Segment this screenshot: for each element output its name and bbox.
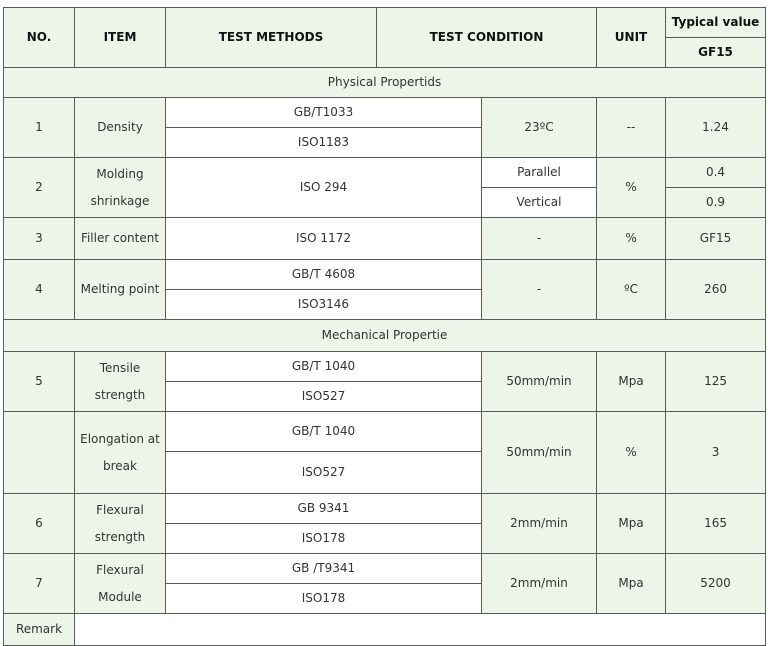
row-method: ISO178 xyxy=(166,584,482,614)
row-unit: % xyxy=(597,158,666,218)
row-method: GB/T1033 xyxy=(166,98,482,128)
row-item: Density xyxy=(75,98,166,158)
header-unit: UNIT xyxy=(597,8,666,68)
row-no: 2 xyxy=(4,158,75,218)
row-value: 0.9 xyxy=(666,188,766,218)
row-value: 165 xyxy=(666,494,766,554)
row-no: 1 xyxy=(4,98,75,158)
item-line: shrinkage xyxy=(90,193,150,208)
item-line: Flexural xyxy=(96,562,144,577)
row-condition: - xyxy=(482,260,597,320)
header-no: NO. xyxy=(4,8,75,68)
item-line: strength xyxy=(94,529,146,544)
item-line: break xyxy=(103,458,137,473)
row-no: 7 xyxy=(4,554,75,614)
item-line: strength xyxy=(94,387,146,402)
row-unit: % xyxy=(597,412,666,494)
row-value: 5200 xyxy=(666,554,766,614)
item-line: Tensile xyxy=(99,360,141,375)
row-method: ISO3146 xyxy=(166,290,482,320)
row-unit: ºC xyxy=(597,260,666,320)
row-condition: 50mm/min xyxy=(482,412,597,494)
row-method: GB/T 4608 xyxy=(166,260,482,290)
row-item xyxy=(75,352,166,412)
row-no: 4 xyxy=(4,260,75,320)
item-line: Molding xyxy=(96,166,144,181)
row-item: Filler content xyxy=(75,218,166,260)
row-unit: Mpa xyxy=(597,494,666,554)
row-unit: % xyxy=(597,218,666,260)
section-physical: Physical Propertids xyxy=(4,68,766,98)
row-condition: 50mm/min xyxy=(482,352,597,412)
row-method: ISO527 xyxy=(166,452,482,494)
section-mechanical: Mechanical Propertie xyxy=(4,320,766,352)
row-value: 0.4 xyxy=(666,158,766,188)
row-item xyxy=(75,158,166,218)
row-method: GB 9341 xyxy=(166,494,482,524)
header-test-condition: TEST CONDITION xyxy=(377,8,597,68)
row-no: 6 xyxy=(4,494,75,554)
row-method: ISO1183 xyxy=(166,128,482,158)
row-unit: Mpa xyxy=(597,352,666,412)
row-method: GB/T 1040 xyxy=(166,412,482,452)
row-condition: 23ºC xyxy=(482,98,597,158)
row-method: ISO 294 xyxy=(166,158,482,218)
row-unit: -- xyxy=(597,98,666,158)
item-line: Module xyxy=(98,589,142,604)
header-typical-value: Typical value xyxy=(666,8,766,38)
remark-value xyxy=(75,614,766,646)
row-condition: Parallel xyxy=(482,158,597,188)
row-value: 3 xyxy=(666,412,766,494)
properties-table xyxy=(3,7,766,646)
row-item: Melting point xyxy=(75,260,166,320)
row-no: 3 xyxy=(4,218,75,260)
header-item: ITEM xyxy=(75,8,166,68)
item-line: Flexural xyxy=(96,502,144,517)
row-condition: - xyxy=(482,218,597,260)
header-test-methods: TEST METHODS xyxy=(166,8,377,68)
row-item xyxy=(75,494,166,554)
row-value: GF15 xyxy=(666,218,766,260)
row-method: ISO178 xyxy=(166,524,482,554)
row-method: GB /T9341 xyxy=(166,554,482,584)
row-condition: 2mm/min xyxy=(482,554,597,614)
row-method: ISO 1172 xyxy=(166,218,482,260)
remark-label: Remark xyxy=(4,614,75,646)
row-value: 260 xyxy=(666,260,766,320)
item-line: Elongation at xyxy=(80,431,160,446)
row-item xyxy=(75,554,166,614)
row-method: ISO527 xyxy=(166,382,482,412)
header-grade: GF15 xyxy=(666,38,766,68)
row-value: 125 xyxy=(666,352,766,412)
row-no xyxy=(4,412,75,494)
row-value: 1.24 xyxy=(666,98,766,158)
row-condition: Vertical xyxy=(482,188,597,218)
row-no: 5 xyxy=(4,352,75,412)
row-method: GB/T 1040 xyxy=(166,352,482,382)
row-item xyxy=(75,412,166,494)
row-unit: Mpa xyxy=(597,554,666,614)
row-condition: 2mm/min xyxy=(482,494,597,554)
